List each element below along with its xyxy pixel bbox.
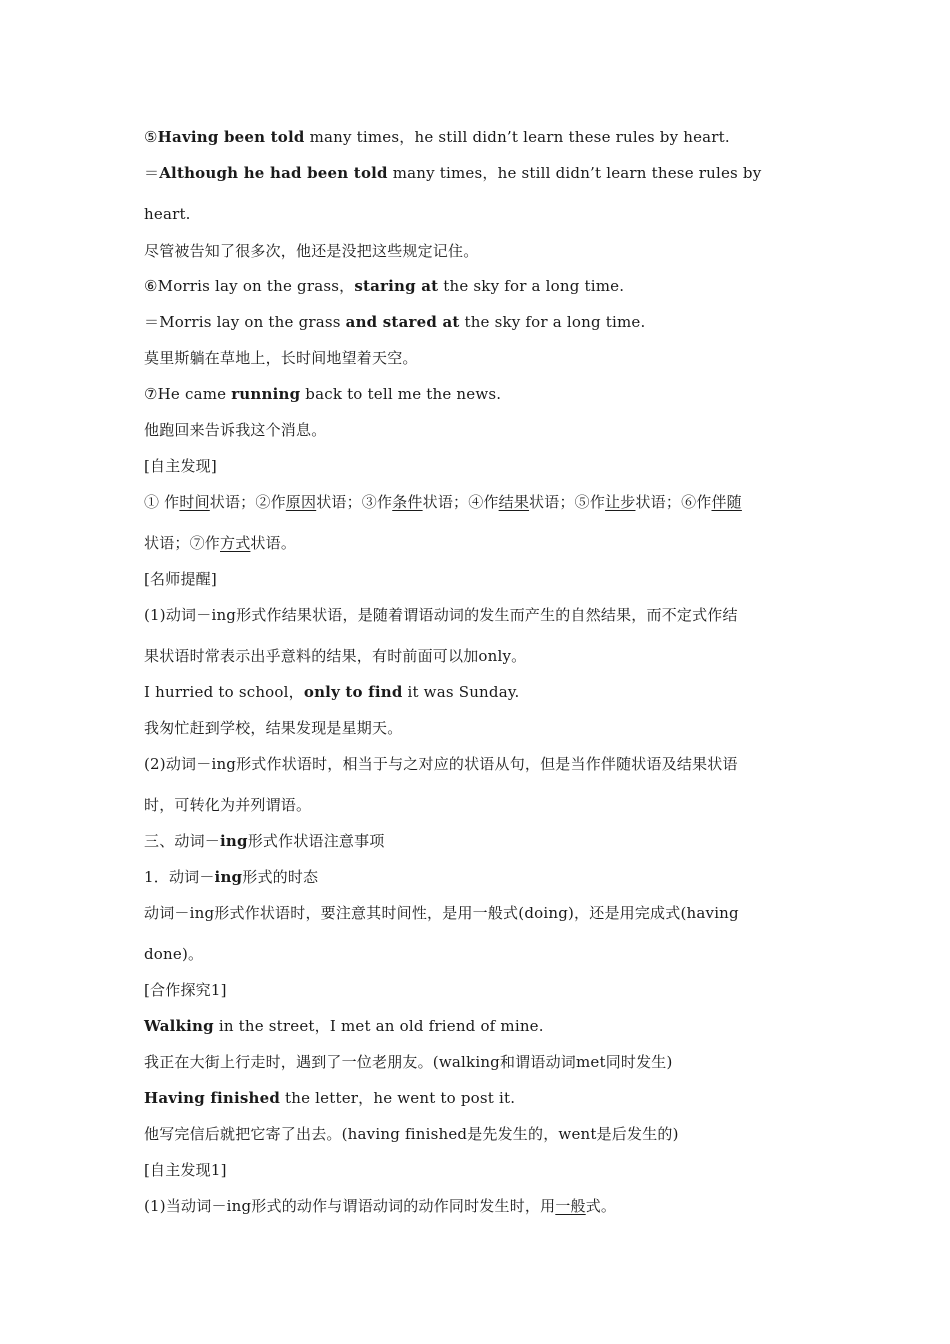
plain-text: 状语；⑤作 xyxy=(529,493,606,511)
example-5-sentence xyxy=(144,127,730,147)
plain-text: 状语；⑥作 xyxy=(635,493,712,511)
tip-example-sentence xyxy=(144,682,520,702)
plain-text: in the street，I met an old friend of mine. xyxy=(213,1017,544,1035)
circled-number: ⑤ xyxy=(144,128,158,146)
bold-phrase: Walking xyxy=(144,1017,214,1035)
answer-blank: 一般 xyxy=(555,1197,586,1215)
section-label-self-discovery: [自主发现] xyxy=(144,457,217,475)
plain-text: (1)当动词－ing形式的动作与谓语动词的动作同时发生时，用 xyxy=(144,1197,556,1215)
bold-phrase: ing xyxy=(220,832,248,850)
answer-blank: 条件 xyxy=(392,493,423,511)
inquiry-example-1 xyxy=(144,1016,544,1036)
answer-blank: 让步 xyxy=(605,493,636,511)
answers-line-2 xyxy=(144,533,296,553)
plain-text: back to tell me the news. xyxy=(300,385,502,403)
inquiry-example-2 xyxy=(144,1088,515,1108)
section-heading xyxy=(144,831,385,851)
answer-blank: 伴随 xyxy=(711,493,742,511)
plain-text: many times，he still didn’t learn these rules by xyxy=(387,164,762,182)
tip-1-line-1: (1)动词－ing形式作结果状语，是随着谓语动词的发生而产生的自然结果，而不定式作结 xyxy=(144,606,738,624)
plain-text: the letter，he went to post it. xyxy=(280,1089,516,1107)
discovery-rule-1 xyxy=(144,1196,616,1216)
plain-text: 状语；⑦作 xyxy=(144,534,221,552)
answer-blank: 原因 xyxy=(285,493,317,511)
tense-intro-line-2: done)。 xyxy=(144,945,204,963)
section-label-teacher-tip: [名师提醒] xyxy=(144,570,217,588)
tip-2-line-1: (2)动词－ing形式作状语时，相当于与之对应的状语从句，但是当作伴随状语及结果状语 xyxy=(144,755,738,773)
answer-blank: 方式 xyxy=(220,534,251,552)
subsection-heading xyxy=(144,867,318,887)
example-6-translation: 莫里斯躺在草地上，长时间地望着天空。 xyxy=(144,349,418,367)
tip-example-translation: 我匆忙赶到学校，结果发现是星期天。 xyxy=(144,719,403,737)
answer-blank: 时间 xyxy=(179,493,210,511)
tip-1-line-2: 果状语时常表示出乎意料的结果，有时前面可以加only。 xyxy=(144,647,527,665)
inquiry-example-2-translation: 他写完信后就把它寄了出去。(having finished是先发生的，went是后发生的) xyxy=(144,1125,679,1143)
section-label-self-discovery-1: [自主发现1] xyxy=(144,1161,227,1179)
example-6-rewrite xyxy=(144,312,645,332)
plain-text: 形式的时态 xyxy=(242,868,319,886)
plain-text: 1．动词－ xyxy=(144,868,215,886)
bold-phrase: and stared at xyxy=(345,313,460,331)
plain-text: ＝ xyxy=(144,164,160,182)
example-7-translation: 他跑回来告诉我这个消息。 xyxy=(144,421,327,439)
plain-text: 状语；④作 xyxy=(422,493,499,511)
example-5-rewrite-continued: heart. xyxy=(144,205,191,223)
section-label-cooperative-inquiry: [合作探究1] xyxy=(144,981,227,999)
plain-text: I hurried to school， xyxy=(144,683,304,701)
bold-phrase: Having been told xyxy=(157,128,305,146)
bold-phrase: running xyxy=(231,385,301,403)
plain-text: 状语。 xyxy=(250,534,297,552)
bold-phrase: only to find xyxy=(303,683,403,701)
example-6-sentence xyxy=(144,276,624,296)
plain-text: it was Sunday. xyxy=(402,683,520,701)
bold-phrase: ing xyxy=(214,868,243,886)
example-5-translation: 尽管被告知了很多次，他还是没把这些规定记住。 xyxy=(144,242,479,260)
plain-text: 状语；③作 xyxy=(316,493,393,511)
plain-text: ① 作 xyxy=(144,493,180,511)
example-5-rewrite xyxy=(144,163,761,183)
plain-text: the sky for a long time. xyxy=(459,313,646,331)
tense-intro-line-1: 动词－ing形式作状语时，要注意其时间性，是用一般式(doing)，还是用完成式(having xyxy=(144,904,739,922)
plain-text: 三、动词－ xyxy=(144,832,221,850)
inquiry-example-1-translation: 我正在大街上行走时，遇到了一位老朋友。(walking和谓语动词met同时发生) xyxy=(144,1053,673,1071)
plain-text: ⑦He came xyxy=(144,385,232,403)
bold-phrase: staring at xyxy=(354,277,439,295)
answers-line-1 xyxy=(144,492,742,512)
tip-2-line-2: 时，可转化为并列谓语。 xyxy=(144,796,312,814)
plain-text: 状语；②作 xyxy=(209,493,286,511)
example-7-sentence xyxy=(144,384,501,404)
plain-text: 式。 xyxy=(585,1197,617,1215)
plain-text: ⑥Morris lay on the grass， xyxy=(144,277,355,295)
bold-phrase: Although he had been told xyxy=(159,164,388,182)
plain-text: the sky for a long time. xyxy=(438,277,625,295)
plain-text: ＝Morris lay on the grass xyxy=(144,313,346,331)
plain-text: 形式作状语注意事项 xyxy=(247,832,385,850)
bold-phrase: Having finished xyxy=(144,1089,281,1107)
answer-blank: 结果 xyxy=(498,493,530,511)
plain-text: many times，he still didn’t learn these rules by heart. xyxy=(304,128,730,146)
